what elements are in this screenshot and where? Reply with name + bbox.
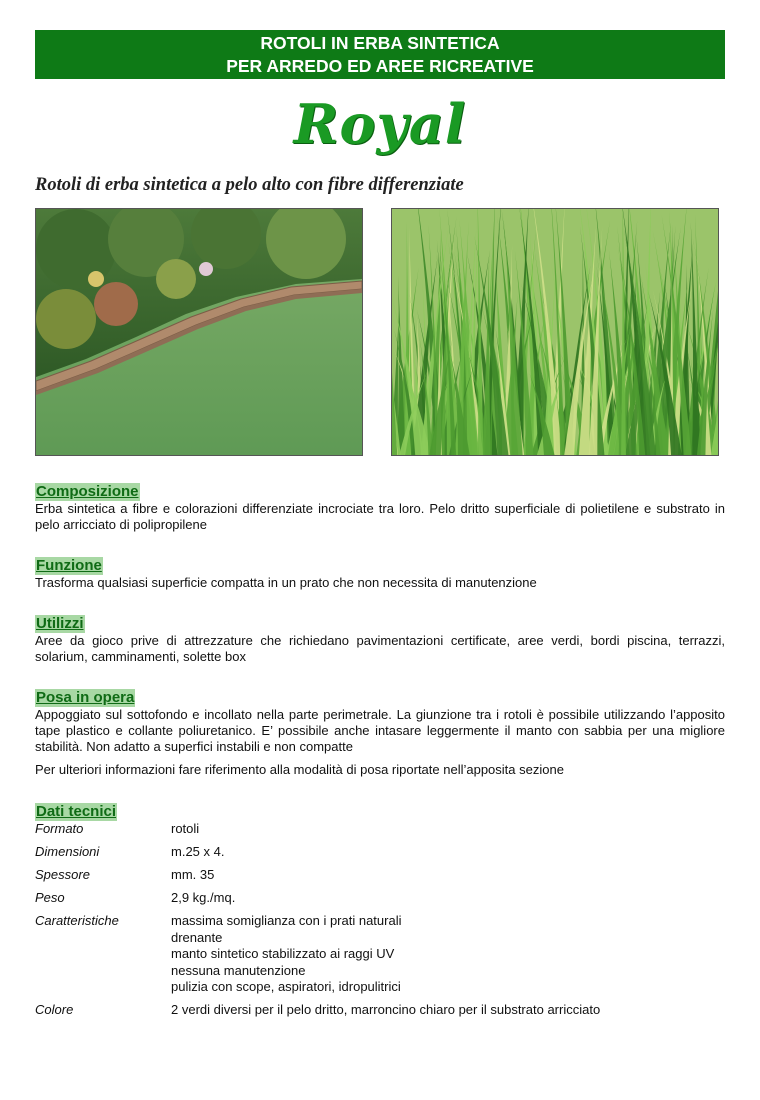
posa-paragraph-2: Per ulteriori informazioni fare riferimento alla modalità di posa riportate nell’apposita sezione [35, 762, 564, 777]
spec-row [35, 1002, 725, 1025]
spec-value: m.25 x 4. [171, 844, 225, 859]
spec-row [35, 844, 725, 867]
section-title-composizione: Composizione [36, 483, 139, 500]
title-banner [35, 30, 725, 79]
banner-line-1: ROTOLI IN ERBA SINTETICA [260, 33, 500, 53]
section-dati-tecnici [35, 803, 725, 1025]
section-title-utilizzi: Utilizzi [36, 615, 84, 632]
spec-value: mm. 35 [171, 867, 215, 882]
spec-label: Spessore [35, 867, 90, 882]
garden-lawn-photo [35, 208, 363, 456]
section-body-utilizzi: Aree da gioco prive di attrezzature che richiedano pavimentazioni certificate, aree verdi, bordi piscina, terrazzi, solarium, camminamenti, solette box [35, 633, 725, 664]
section-title-funzione: Funzione [36, 557, 102, 574]
brand-title: Royal [293, 92, 467, 156]
section-utilizzi [35, 615, 725, 665]
spec-value-list [171, 913, 725, 1002]
section-body-funzione: Trasforma qualsiasi superficie compatta in un prato che non necessita di manutenzione [35, 575, 537, 590]
spec-value: rotoli [171, 821, 200, 836]
spec-value-line: drenante [171, 929, 223, 945]
section-title-dati-tecnici: Dati tecnici [36, 803, 117, 820]
spec-label: Colore [35, 1002, 74, 1017]
spec-row [35, 890, 725, 913]
spec-label: Formato [35, 821, 84, 836]
section-title-posa: Posa in opera [36, 689, 135, 706]
posa-paragraph-1: Appoggiato sul sottofondo e incollato nella parte perimetrale. La giunzione tra i rotoli è possibile utilizzando l’apposito tape plastico e collante poliuretanico. E’ possibile anche intasare leggermente il manto con sabbia per una migliore stabilità. Non adatto a superfici instabili e non compatte [35, 707, 725, 754]
spec-label: Peso [35, 890, 65, 905]
spec-label: Dimensioni [35, 844, 100, 859]
spec-value-line: pulizia con scope, aspiratori, idropulitrici [171, 979, 401, 994]
section-funzione [35, 557, 725, 591]
section-body-composizione: Erba sintetica a fibre e colorazioni differenziate incrociate tra loro. Pelo dritto superficiale di polietilene e substrato in pelo arricciato di polipropilene [35, 501, 725, 532]
spec-row [35, 867, 725, 890]
spec-value-line: massima somiglianza con i prati naturali [171, 913, 402, 928]
section-composizione [35, 483, 725, 533]
spec-row [35, 821, 725, 844]
specs-table [35, 821, 725, 1025]
grass-closeup-photo [391, 208, 719, 456]
banner-line-2: PER ARREDO ED AREE RICREATIVE [226, 56, 534, 76]
section-body-posa [35, 707, 725, 778]
spec-value: 2 verdi diversi per il pelo dritto, marroncino chiaro per il substrato arricciato [171, 1002, 601, 1017]
spec-row [35, 913, 725, 1002]
spec-value-line: nessuna manutenzione [171, 962, 306, 978]
spec-value-line: manto sintetico stabilizzato ai raggi UV [171, 946, 395, 961]
spec-label: Caratteristiche [35, 913, 119, 928]
spec-value: 2,9 kg./mq. [171, 890, 236, 905]
product-subtitle: Rotoli di erba sintetica a pelo alto con fibre differenziate [35, 175, 464, 195]
section-posa [35, 689, 725, 778]
